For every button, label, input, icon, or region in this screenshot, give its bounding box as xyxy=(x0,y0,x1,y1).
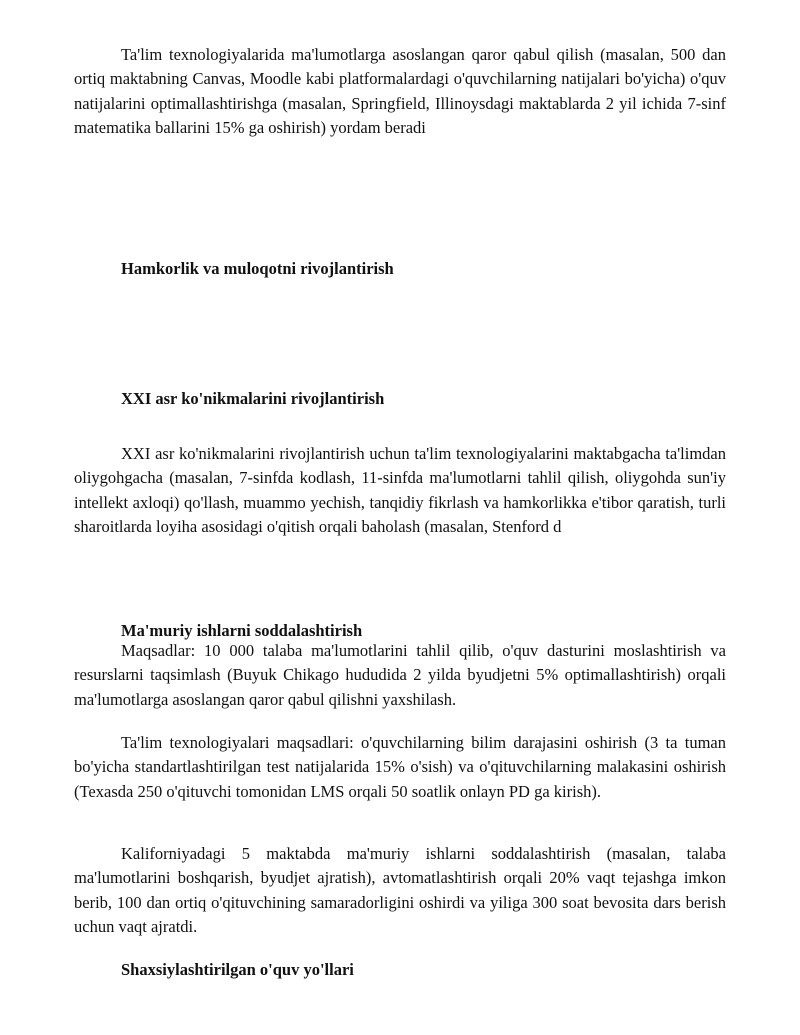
heading-21st-century-skills: XXI asr ko'nikmalarini rivojlantirish xyxy=(121,389,385,408)
heading-administrative-work: Ma'muriy ishlarni soddalashtirish xyxy=(121,621,363,640)
paragraph-edtech-goals: Ta'lim texnologiyalari maqsadlari: o'quvchilarning bilim darajasini oshirish (3 ta tuman bo'yicha standartlashtirilgan test natijalarida 15% o'sish) va o'qituvchilarning malakasini oshirish (Texasda 250 o'qituvchi tomonidan LMS orqali 50 soatlik onlayn PD ga kirish). xyxy=(74,733,726,801)
heading-personalized-paths: Shaxsiylashtirilgan o'quv yo'llari xyxy=(121,960,354,979)
paragraph-21st-century-skills: XXI asr ko'nikmalarini rivojlantirish uchun ta'lim texnologiyalarini maktabgacha ta'limdan oliygohgacha (masalan, 7-sinfda kodlash, 11-sinfda ma'lumotlarni tahlil qilish, oliygohda sun'iy intellekt axloqi) qo'llash, muammo yechish, tanqidiy fikrlash va hamkorlikka e'tibor qaratish, turli sharoitlarda loyiha asosidagi o'qitish orqali baholash (masalan, Stenford d xyxy=(74,444,726,537)
heading-collaboration: Hamkorlik va muloqotni rivojlantirish xyxy=(121,259,394,278)
paragraph-data-driven-decisions: Ta'lim texnologiyalarida ma'lumotlarga asoslangan qaror qabul qilish (masalan, 500 dan ortiq maktabning Canvas, Moodle kabi platformalardagi o'quvchilarning natijalari bo'yicha) o'quv natijalarini optimallashtirishga (masalan, Springfield, Illinoysdagi maktablarda 2 yil ichida 7-sinf matematika ballarini 15% ga oshirish) yordam beradi xyxy=(74,45,726,138)
paragraph-california-schools: Kaliforniyadagi 5 maktabda ma'muriy ishlarni soddalashtirish (masalan, talaba ma'lumotlarini boshqarish, byudjet ajratish), avtomatlashtirish orqali 20% vaqt tejashga imkon berib, 100 dan ortiq o'qituvchining samaradorligini oshirdi va yiliga 300 soat bevosita dars berish uchun vaqt ajratdi. xyxy=(74,844,726,937)
paragraph-goals-decisions: Maqsadlar: 10 000 talaba ma'lumotlarini tahlil qilib, o'quv dasturini moslashtirish va resurslarni taqsimlash (Buyuk Chikago hududida 2 yilda byudjetni 5% optimallashtirish) orqali ma'lumotlarga asoslangan qaror qabul qilishni yaxshilash. xyxy=(74,641,726,709)
